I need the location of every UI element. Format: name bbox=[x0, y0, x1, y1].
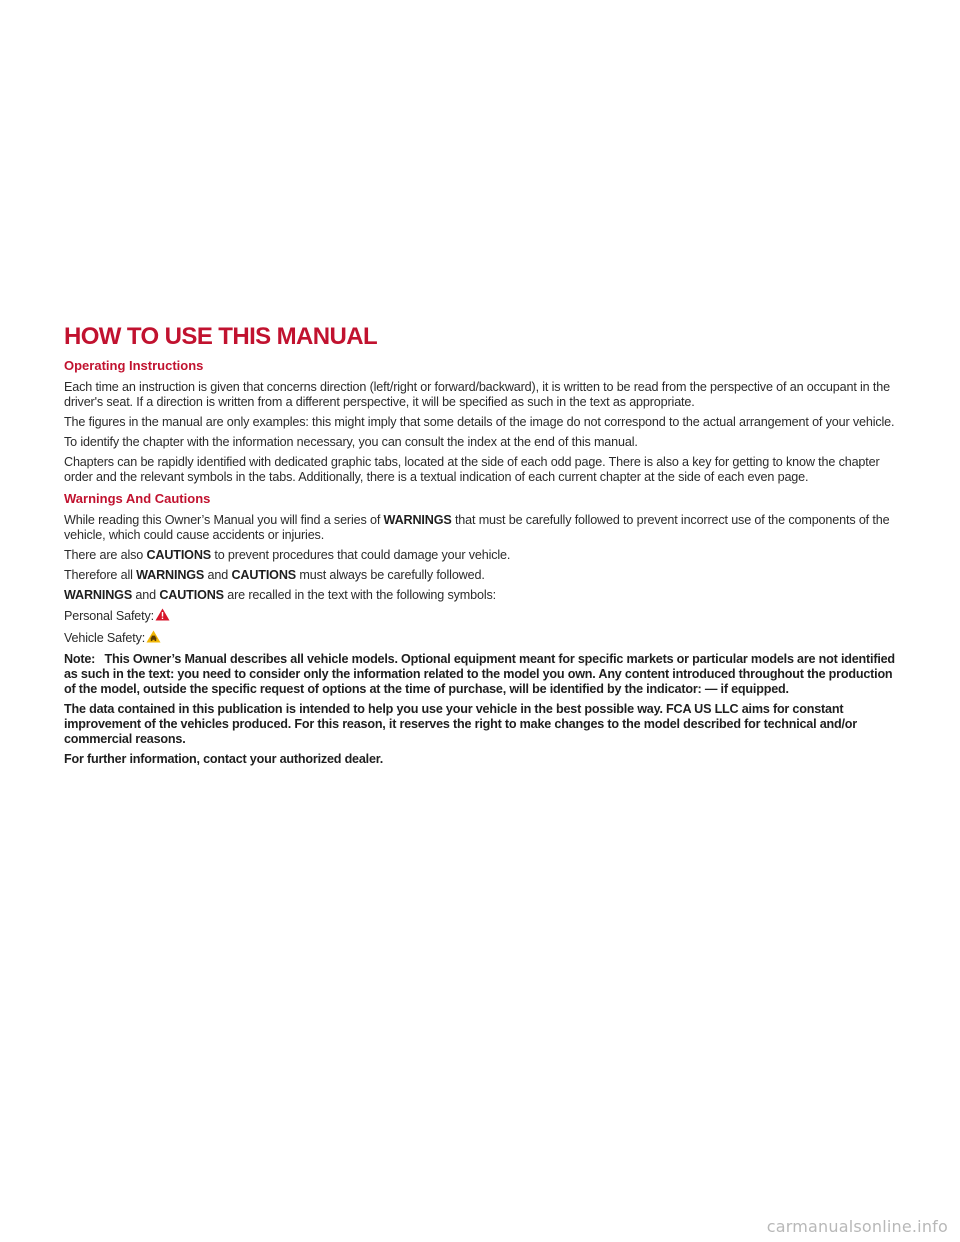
note-label: Note: bbox=[64, 652, 96, 666]
operating-paragraph-2: The figures in the manual are only examples: this might imply that some details of the image do not correspond to the actual arrangement of your vehicle. bbox=[64, 415, 895, 429]
note-paragraph: Note: This Owner’s Manual describes all vehicle models. Optional equipment meant for specific markets or particular models are not identified as such in the text: you need to consider only the information related to the model you own. Any content introduced throughout the production of the model, outside the specific request of options at the time of purchase, will be identified by the indicator: — if equipped. bbox=[64, 652, 895, 696]
personal-safety-warning-icon bbox=[155, 608, 170, 625]
operating-paragraph-4: Chapters can be rapidly identified with dedicated graphic tabs, located at the side of each odd page. There is also a key for getting to know the chapter order and the relevant symbols in the tabs. Additionally, there is a textual indication of each current chapter at the side of each even page. bbox=[64, 455, 880, 484]
vehicle-safety-label: Vehicle Safety: bbox=[64, 631, 146, 645]
warnings-paragraph-2: There are also CAUTIONS to prevent procedures that could damage your vehicle. bbox=[64, 548, 511, 562]
warnings-keyword: WARNINGS bbox=[383, 513, 452, 527]
vehicle-safety-caution-icon bbox=[146, 630, 161, 647]
warnings-paragraph-1: While reading this Owner’s Manual you will find a series of WARNINGS that must be carefully followed to prevent incorrect use of the components of the vehicle, which could cause accidents or injuries. bbox=[64, 513, 890, 542]
cautions-keyword: CAUTIONS bbox=[159, 588, 224, 602]
warnings-keyword: WARNINGS bbox=[136, 568, 205, 582]
watermark: carmanualsonline.info bbox=[766, 1217, 948, 1236]
operating-instructions-heading: Operating Instructions bbox=[64, 358, 204, 373]
manual-page bbox=[64, 322, 900, 772]
warnings-keyword: WARNINGS bbox=[64, 588, 133, 602]
cautions-keyword: CAUTIONS bbox=[231, 568, 297, 582]
warnings-paragraph-4: WARNINGS and CAUTIONS are recalled in the text with the following symbols: bbox=[64, 588, 496, 602]
warnings-cautions-heading: Warnings And Cautions bbox=[64, 491, 211, 506]
vehicle-safety-line bbox=[64, 630, 900, 647]
operating-paragraph-3: To identify the chapter with the information necessary, you can consult the index at the end of this manual. bbox=[64, 435, 638, 449]
warnings-paragraph-3: Therefore all WARNINGS and CAUTIONS must always be carefully followed. bbox=[64, 568, 485, 582]
page-title: HOW TO USE THIS MANUAL bbox=[64, 323, 378, 350]
operating-paragraph-1: Each time an instruction is given that concerns direction (left/right or forward/backward), it is written to be read from the perspective of an occupant in the driver's seat. If a direction is written from a different perspective, it will be specified as such in the text as appropriate. bbox=[64, 380, 890, 409]
data-disclaimer-paragraph: The data contained in this publication is intended to help you use your vehicle in the best possible way. FCA US LLC aims for constant improvement of the vehicles produced. For this reason, it reserves the right to make changes to the model described for technical and/or commercial reasons. bbox=[64, 702, 857, 746]
further-info-paragraph: For further information, contact your authorized dealer. bbox=[64, 752, 384, 766]
cautions-keyword: CAUTIONS bbox=[146, 548, 212, 562]
personal-safety-line bbox=[64, 608, 900, 625]
personal-safety-label: Personal Safety: bbox=[64, 609, 155, 623]
